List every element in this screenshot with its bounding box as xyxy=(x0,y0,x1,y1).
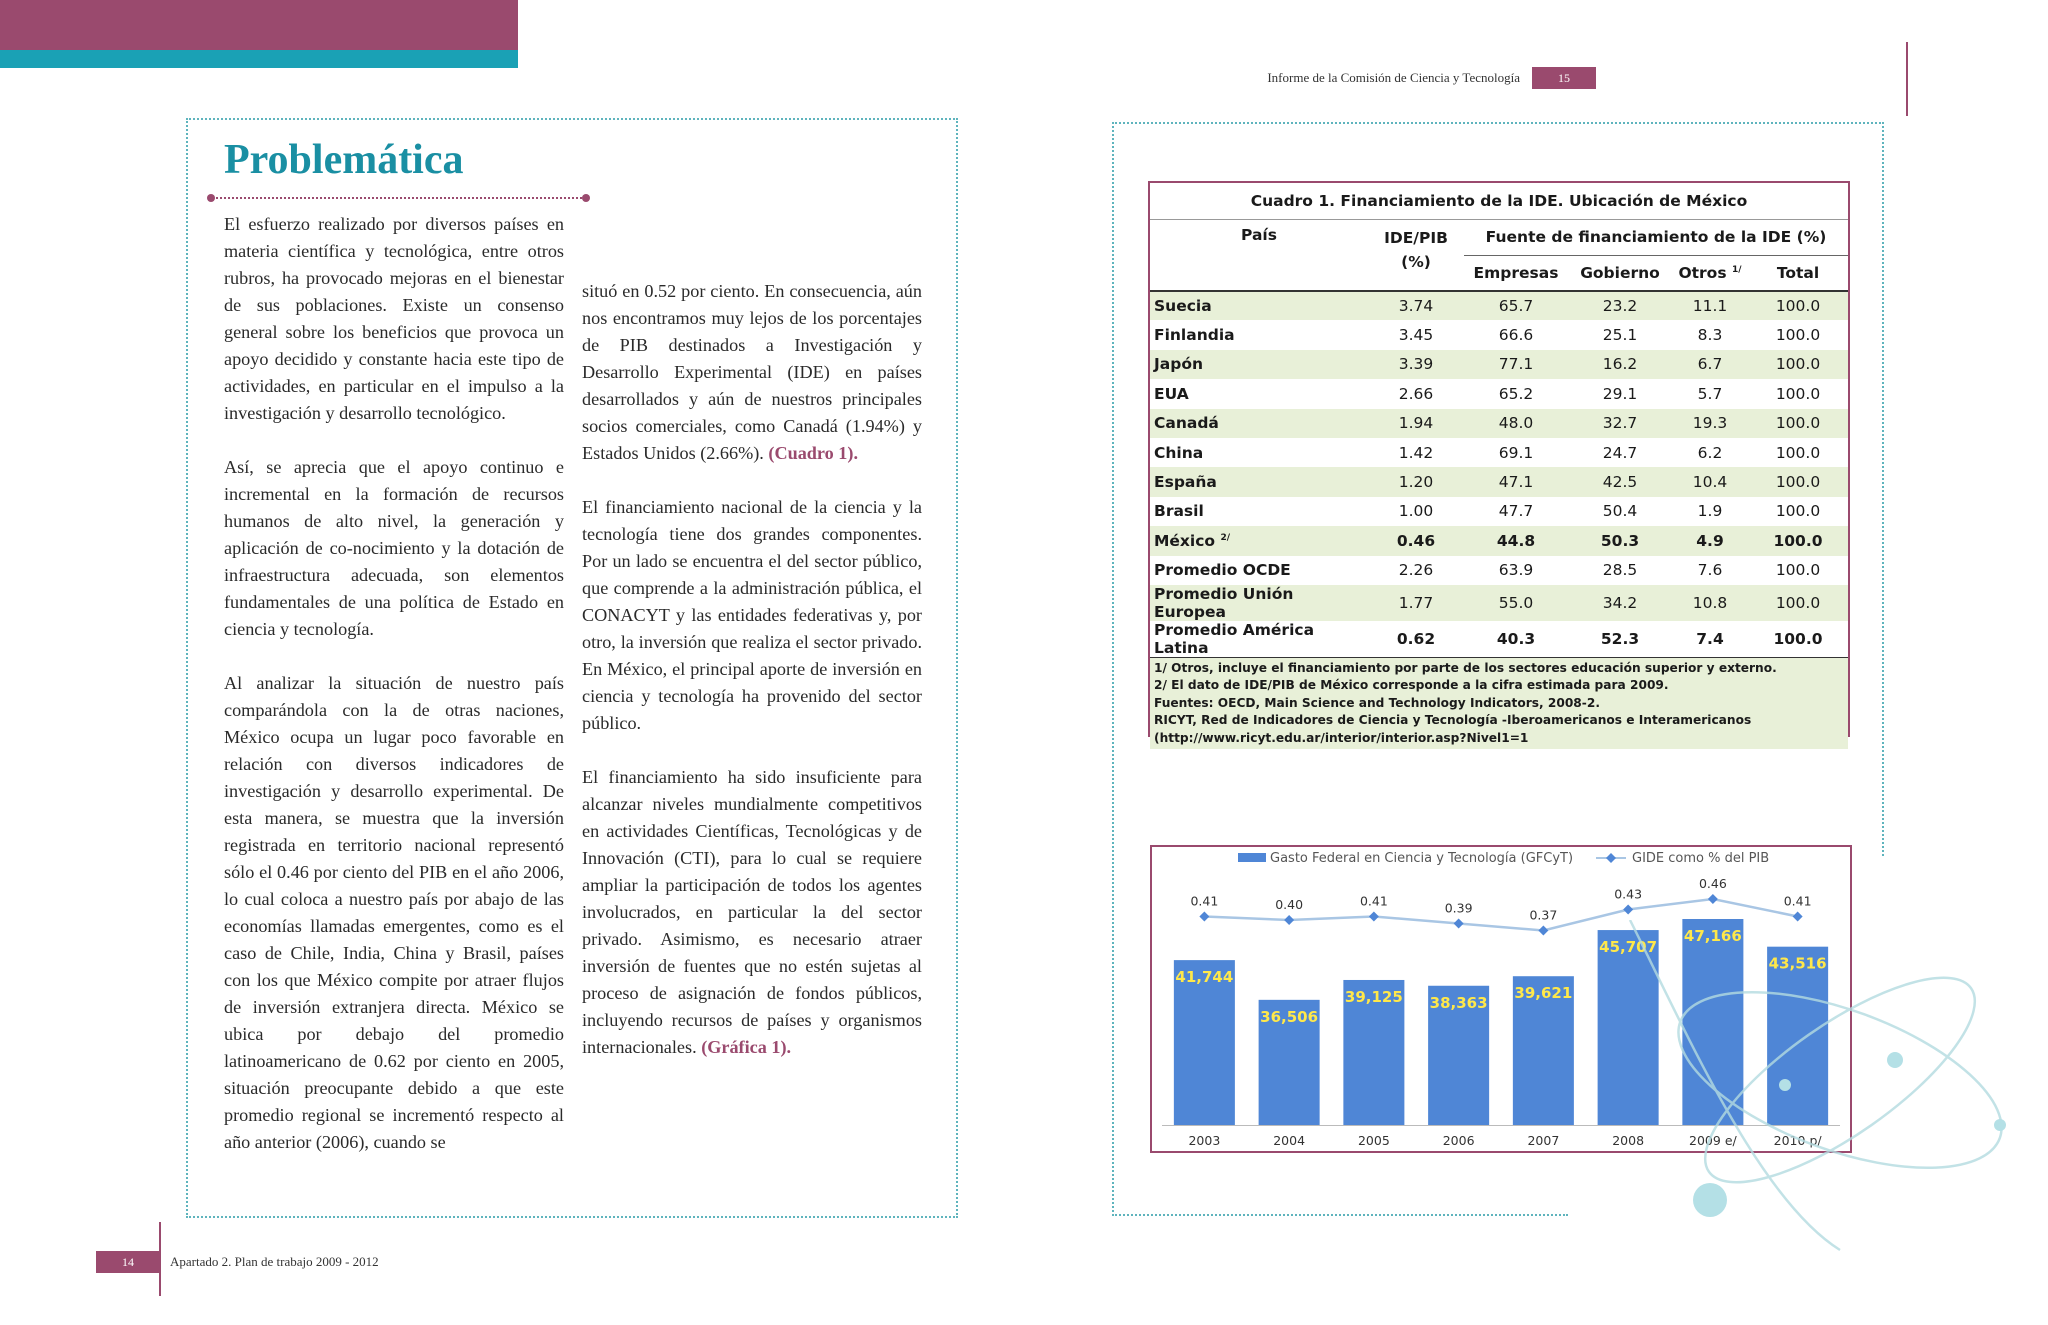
gobierno-cell-text: 24.7 xyxy=(1602,443,1638,462)
country-cell xyxy=(1150,585,1368,621)
paragraph-text: El financiamiento ha sido insuficiente para alcanzar niveles mundialmente competitivos en actividades Científicas, Tecnológicas y de Innovación (CTI), para lo cual se requiere ampliar la participación de todos los agentes involucrados, en particular la del sector privado. Asimismo, es necesario atraer inversión de fuentes que no estén sujetas al proceso de asignación de fondos públicos, incluyendo recursos de países y organismos internacionales. xyxy=(582,767,922,1057)
paragraph: El financiamiento nacional de la ciencia y la tecnología tiene dos grandes componentes. Por un lado se encuentra el del sector público, que comprende a la administración pública, el CONACYT y las entidades federativas y, por otro, la inversión que realiza el sector privado. En México, el principal aporte de inversión en ciencia y tecnología ha provenido del sector público. xyxy=(582,497,922,733)
country-cell-text: México xyxy=(1154,531,1216,550)
header-empresas: Empresas xyxy=(1464,255,1568,291)
bar-value-label: 39,125 xyxy=(1344,987,1403,1006)
paragraph xyxy=(582,764,922,1061)
country-cell xyxy=(1150,497,1368,526)
table-note: RICYT, Red de Indicadores de Ciencia y Tecnología -Iberoamericanos e Interamericanos xyxy=(1154,713,1752,728)
ide-pib-cell-text: 1.00 xyxy=(1398,502,1434,521)
legend-marker-gide xyxy=(1606,853,1616,863)
otros-cell-text: 11.1 xyxy=(1692,297,1728,316)
otros-cell-text: 19.3 xyxy=(1692,414,1728,433)
financing-table xyxy=(1148,181,1850,745)
total-cell-text: 100.0 xyxy=(1775,593,1821,612)
gide-value-label: 0.43 xyxy=(1614,886,1643,902)
text-column-2 xyxy=(582,278,922,1088)
total-cell xyxy=(1748,320,1848,349)
ide-pib-cell-text: 1.20 xyxy=(1398,473,1434,492)
ide-pib-cell xyxy=(1368,621,1464,658)
gobierno-cell xyxy=(1568,291,1672,320)
ide-pib-cell xyxy=(1368,526,1464,555)
empresas-cell xyxy=(1464,320,1568,349)
gide-value-label: 0.39 xyxy=(1444,900,1473,916)
ide-pib-cell-text: 2.66 xyxy=(1398,384,1434,403)
header-otros-label: Otros xyxy=(1678,263,1727,282)
country-cell-text: Promedio América Latina xyxy=(1154,620,1315,657)
ide-pib-cell-text: 1.94 xyxy=(1398,414,1434,433)
otros-cell-text: 7.6 xyxy=(1697,561,1723,580)
otros-cell-text: 10.4 xyxy=(1692,473,1728,492)
table-row xyxy=(1150,291,1848,320)
total-cell xyxy=(1748,621,1848,658)
x-tick-label: 2008 xyxy=(1612,1133,1645,1148)
title-rule-dot-left xyxy=(207,194,215,202)
empresas-cell-text: 44.8 xyxy=(1496,531,1536,550)
gobierno-cell xyxy=(1568,379,1672,408)
ide-pib-cell-text: 1.77 xyxy=(1398,593,1434,612)
gide-marker xyxy=(1199,912,1209,922)
country-cell xyxy=(1150,350,1368,379)
gobierno-cell-text: 42.5 xyxy=(1602,473,1638,492)
otros-cell xyxy=(1672,409,1748,438)
gobierno-cell xyxy=(1568,438,1672,467)
gide-value-label: 0.41 xyxy=(1359,893,1388,909)
bar-value-label: 45,707 xyxy=(1599,938,1658,957)
section-title: Problemática xyxy=(224,137,464,183)
total-cell-text: 100.0 xyxy=(1775,355,1821,374)
otros-cell xyxy=(1672,350,1748,379)
gobierno-cell-text: 52.3 xyxy=(1600,629,1640,648)
ide-pib-cell xyxy=(1368,350,1464,379)
country-cell xyxy=(1150,291,1368,320)
gobierno-cell xyxy=(1568,556,1672,585)
x-tick-label: 2005 xyxy=(1357,1133,1390,1148)
otros-cell xyxy=(1672,467,1748,496)
total-cell xyxy=(1748,409,1848,438)
table-caption: Cuadro 1. Financiamiento de la IDE. Ubicación de México xyxy=(1150,183,1848,219)
total-cell-text: 100.0 xyxy=(1775,561,1821,580)
empresas-cell xyxy=(1464,409,1568,438)
footer-divider-left xyxy=(159,1222,161,1296)
total-cell-text: 100.0 xyxy=(1775,502,1821,521)
legend-swatch-gfcyt xyxy=(1238,853,1266,862)
empresas-cell xyxy=(1464,350,1568,379)
total-cell xyxy=(1748,526,1848,555)
empresas-cell xyxy=(1464,379,1568,408)
gobierno-cell-text: 32.7 xyxy=(1602,414,1638,433)
right-page-frame-bottom xyxy=(1112,1214,1568,1216)
country-cell-text: Japón xyxy=(1154,355,1204,374)
country-cell xyxy=(1150,379,1368,408)
empresas-cell xyxy=(1464,497,1568,526)
header-total: Total xyxy=(1748,255,1848,291)
otros-cell xyxy=(1672,556,1748,585)
total-cell-text: 100.0 xyxy=(1775,326,1821,345)
gobierno-cell xyxy=(1568,526,1672,555)
ide-pib-cell xyxy=(1368,320,1464,349)
empresas-cell xyxy=(1464,556,1568,585)
gobierno-cell-text: 16.2 xyxy=(1602,355,1638,374)
total-cell-text: 100.0 xyxy=(1775,443,1821,462)
total-cell xyxy=(1748,467,1848,496)
table-note: 2/ El dato de IDE/PIB de México corresponde a la cifra estimada para 2009. xyxy=(1154,678,1669,693)
gide-value-label: 0.40 xyxy=(1275,897,1304,912)
table-row xyxy=(1150,526,1848,555)
table-row xyxy=(1150,585,1848,621)
empresas-cell-text: 47.1 xyxy=(1498,473,1534,492)
otros-cell xyxy=(1672,379,1748,408)
gobierno-cell-text: 34.2 xyxy=(1602,593,1638,612)
empresas-cell-text: 77.1 xyxy=(1498,355,1534,374)
gide-value-label: 0.41 xyxy=(1190,893,1219,909)
gide-marker xyxy=(1708,894,1718,904)
otros-cell-text: 8.3 xyxy=(1697,326,1723,345)
otros-cell-text: 4.9 xyxy=(1696,531,1724,550)
country-cell xyxy=(1150,467,1368,496)
gide-marker xyxy=(1369,912,1379,922)
otros-cell-text: 10.8 xyxy=(1692,593,1728,612)
header-ide-pib-unit: (%) xyxy=(1401,252,1431,271)
empresas-cell xyxy=(1464,526,1568,555)
legend-label-gide: GIDE como % del PIB xyxy=(1632,851,1770,866)
header-fuente: Fuente de financiamiento de la IDE (%) xyxy=(1485,228,1827,246)
bar-value-label: 47,166 xyxy=(1683,927,1742,945)
total-cell xyxy=(1748,438,1848,467)
otros-cell-text: 6.2 xyxy=(1697,443,1723,462)
ide-pib-cell xyxy=(1368,556,1464,585)
text-column-1 xyxy=(224,211,564,1183)
table-row xyxy=(1150,438,1848,467)
table-row xyxy=(1150,467,1848,496)
table-note: 1/ Otros, incluye el financiamiento por parte de los sectores educación superior y externo. xyxy=(1154,660,1777,675)
gobierno-cell-text: 29.1 xyxy=(1602,384,1638,403)
ide-pib-cell-text: 3.74 xyxy=(1398,297,1434,316)
gobierno-cell xyxy=(1568,467,1672,496)
gobierno-cell xyxy=(1568,409,1672,438)
table-row xyxy=(1150,350,1848,379)
paragraph: Al analizar la situación de nuestro país comparándola con la de otras naciones, México ocupa un lugar poco favorable en relación con diversos indicadores de investigación y desarrollo experimental. De esta manera, se muestra que la inversión registrada en territorio nacional representó sólo el 0.46 por ciento del PIB en el año 2006, lo cual coloca a nuestro país por abajo de las economías llamadas emergentes, como es el caso de Chile, India, China y Brasil, países con los que México compite por atraer flujos de inversión extranjera directa. México se ubica por debajo del promedio latinoamericano de 0.62 por ciento en 2005, situación preocupante debido a que este promedio regional se incrementó respecto al año anterior (2006), cuando se xyxy=(224,673,564,1152)
total-cell xyxy=(1748,556,1848,585)
empresas-cell-text: 65.7 xyxy=(1498,297,1534,316)
x-tick-label: 2010 p/ xyxy=(1773,1133,1822,1148)
title-rule-dot-right xyxy=(582,194,590,202)
table-body xyxy=(1150,291,1848,657)
country-cell-text: Promedio Unión Europea xyxy=(1154,584,1294,621)
country-cell-text: China xyxy=(1154,443,1204,462)
gobierno-cell xyxy=(1568,621,1672,658)
gide-marker xyxy=(1284,915,1294,925)
gobierno-cell-text: 50.3 xyxy=(1600,531,1640,550)
country-cell xyxy=(1150,409,1368,438)
empresas-cell-text: 63.9 xyxy=(1498,561,1534,580)
otros-cell-text: 6.7 xyxy=(1697,355,1723,374)
gide-value-label: 0.37 xyxy=(1529,907,1558,923)
ide-pib-cell-text: 3.39 xyxy=(1398,355,1434,374)
empresas-cell-text: 69.1 xyxy=(1498,443,1534,462)
empresas-cell xyxy=(1464,291,1568,320)
x-tick-label: 2009 e/ xyxy=(1689,1133,1737,1148)
otros-cell xyxy=(1672,291,1748,320)
otros-cell-text: 1.9 xyxy=(1697,502,1723,521)
header-divider-right xyxy=(1906,42,1908,116)
running-footer-text: Apartado 2. Plan de trabajo 2009 - 2012 xyxy=(170,1254,379,1269)
table-row xyxy=(1150,379,1848,408)
ide-pib-cell xyxy=(1368,585,1464,621)
gobierno-cell xyxy=(1568,320,1672,349)
otros-cell xyxy=(1672,497,1748,526)
header-gobierno: Gobierno xyxy=(1568,255,1672,291)
running-footer-left xyxy=(96,1250,379,1274)
right-page-frame-side xyxy=(1882,122,1884,856)
header-bar-teal xyxy=(0,50,518,68)
total-cell-text: 100.0 xyxy=(1775,297,1821,316)
otros-cell xyxy=(1672,526,1748,555)
paragraph-text: situó en 0.52 por ciento. En consecuencia, aún nos encontramos muy lejos de los porcentajes de PIB destinados a Investigación y Desarrollo Experimental (IDE) en países desarrollados y aún de nuestros principales socios comerciales, como Canadá (1.94%) y Estados Unidos (2.66%). xyxy=(582,281,922,463)
header-pais: País xyxy=(1241,225,1277,244)
table-row xyxy=(1150,320,1848,349)
x-tick-label: 2003 xyxy=(1188,1133,1221,1148)
header-ide-pib-label: IDE/PIB xyxy=(1384,228,1448,247)
otros-cell-text: 5.7 xyxy=(1697,384,1723,403)
gide-value-label: 0.41 xyxy=(1783,893,1812,909)
x-tick-label: 2004 xyxy=(1273,1133,1306,1148)
ide-pib-cell xyxy=(1368,438,1464,467)
paragraph xyxy=(582,278,922,467)
empresas-cell xyxy=(1464,621,1568,658)
ide-pib-cell-text: 1.42 xyxy=(1398,443,1434,462)
empresas-cell-text: 65.2 xyxy=(1498,384,1534,403)
empresas-cell-text: 40.3 xyxy=(1496,629,1536,648)
page-number-left: 14 xyxy=(96,1251,160,1273)
country-cell xyxy=(1150,438,1368,467)
grafica-reference: (Gráfica 1). xyxy=(701,1037,792,1057)
cuadro-reference: (Cuadro 1). xyxy=(768,443,859,463)
running-header-right xyxy=(1267,66,1596,90)
ide-pib-cell xyxy=(1368,291,1464,320)
total-cell-text: 100.0 xyxy=(1773,629,1823,648)
otros-cell xyxy=(1672,438,1748,467)
empresas-cell xyxy=(1464,467,1568,496)
otros-cell-text: 7.4 xyxy=(1696,629,1724,648)
total-cell xyxy=(1748,379,1848,408)
ide-pib-cell xyxy=(1368,497,1464,526)
country-cell-text: España xyxy=(1154,473,1217,492)
empresas-cell xyxy=(1464,438,1568,467)
table-row xyxy=(1150,409,1848,438)
paragraph: El esfuerzo realizado por diversos países en materia científica y tecnológica, entre otros rubros, ha provocado mejoras en el bienestar de sus poblaciones. Existe un consenso general sobre los beneficios que provoca un apoyo decidido y constante hacia este tipo de actividades, en particular en el impulso a la investigación y desarrollo tecnológico. xyxy=(224,214,564,423)
page-number-right: 15 xyxy=(1532,67,1596,89)
total-cell xyxy=(1748,291,1848,320)
table-note: Fuentes: OECD, Main Science and Technology Indicators, 2008-2. xyxy=(1154,695,1600,710)
total-cell-text: 100.0 xyxy=(1775,414,1821,433)
atom-decoration-icon xyxy=(1540,920,2020,1320)
table-row xyxy=(1150,556,1848,585)
total-cell xyxy=(1748,497,1848,526)
country-cell xyxy=(1150,526,1368,555)
paragraph: Así, se aprecia que el apoyo continuo e incremental en la formación de recursos humanos de alto nivel, la generación y aplicación de co-nocimiento y la dotación de infraestructura adecuada, son elementos fundamentales de una política de Estado en ciencia y tecnología. xyxy=(224,457,564,639)
otros-cell xyxy=(1672,621,1748,658)
country-cell-text: Promedio OCDE xyxy=(1154,561,1291,580)
table-row xyxy=(1150,497,1848,526)
table-note: (http://www.ricyt.edu.ar/interior/interior.asp?Nivel1=1 xyxy=(1154,730,1529,745)
empresas-cell-text: 47.7 xyxy=(1498,502,1534,521)
header-ide-pib xyxy=(1368,219,1464,291)
bar-value-label: 41,744 xyxy=(1175,968,1234,987)
country-cell xyxy=(1150,621,1368,658)
total-cell xyxy=(1748,350,1848,379)
table-notes xyxy=(1150,658,1848,749)
header-otros xyxy=(1672,255,1748,291)
country-cell-text: Suecia xyxy=(1154,297,1212,316)
running-header-text: Informe de la Comisión de Ciencia y Tecnología xyxy=(1267,70,1520,85)
total-cell xyxy=(1748,585,1848,621)
empresas-cell-text: 66.6 xyxy=(1498,326,1534,345)
x-tick-label: 2007 xyxy=(1527,1133,1560,1148)
total-cell-text: 100.0 xyxy=(1775,384,1821,403)
gobierno-cell-text: 23.2 xyxy=(1602,297,1638,316)
total-cell-text: 100.0 xyxy=(1775,473,1821,492)
gobierno-cell-text: 50.4 xyxy=(1602,502,1638,521)
empresas-cell-text: 48.0 xyxy=(1498,414,1534,433)
empresas-cell-text: 55.0 xyxy=(1498,593,1534,612)
otros-cell xyxy=(1672,585,1748,621)
bar-value-label: 43,516 xyxy=(1768,954,1827,973)
table-row xyxy=(1150,621,1848,658)
table xyxy=(1150,183,1848,658)
gide-marker xyxy=(1623,905,1633,915)
country-note: 2/ xyxy=(1220,532,1231,543)
ide-pib-cell-text: 0.62 xyxy=(1396,629,1436,648)
empresas-cell xyxy=(1464,585,1568,621)
header-otros-note: 1/ xyxy=(1731,264,1742,275)
title-rule xyxy=(212,197,586,199)
ide-pib-cell xyxy=(1368,379,1464,408)
gide-marker xyxy=(1454,919,1464,929)
ide-pib-cell-text: 3.45 xyxy=(1398,326,1434,345)
ide-pib-cell xyxy=(1368,409,1464,438)
otros-cell xyxy=(1672,320,1748,349)
country-cell-text: Brasil xyxy=(1154,502,1204,521)
country-cell-text: EUA xyxy=(1154,384,1189,403)
gobierno-cell-text: 25.1 xyxy=(1602,326,1638,345)
gobierno-cell xyxy=(1568,497,1672,526)
bar-value-label: 38,363 xyxy=(1429,993,1488,1012)
ide-pib-cell-text: 0.46 xyxy=(1396,531,1436,550)
bar-value-label: 36,506 xyxy=(1260,1007,1319,1026)
gobierno-cell xyxy=(1568,350,1672,379)
legend-label-gfcyt: Gasto Federal en Ciencia y Tecnología (GFCyT) xyxy=(1270,851,1574,866)
country-cell-text: Finlandia xyxy=(1154,326,1235,345)
ide-pib-cell-text: 2.26 xyxy=(1398,561,1434,580)
gobierno-cell-text: 28.5 xyxy=(1602,561,1638,580)
country-cell xyxy=(1150,320,1368,349)
header-bar-purple xyxy=(0,0,518,50)
total-cell-text: 100.0 xyxy=(1773,531,1823,550)
country-cell xyxy=(1150,556,1368,585)
gobierno-cell xyxy=(1568,585,1672,621)
country-cell-text: Canadá xyxy=(1154,414,1219,433)
ide-pib-cell xyxy=(1368,467,1464,496)
x-tick-label: 2006 xyxy=(1442,1133,1475,1148)
bar-value-label: 39,621 xyxy=(1514,984,1573,1003)
gide-value-label: 0.46 xyxy=(1698,876,1727,891)
